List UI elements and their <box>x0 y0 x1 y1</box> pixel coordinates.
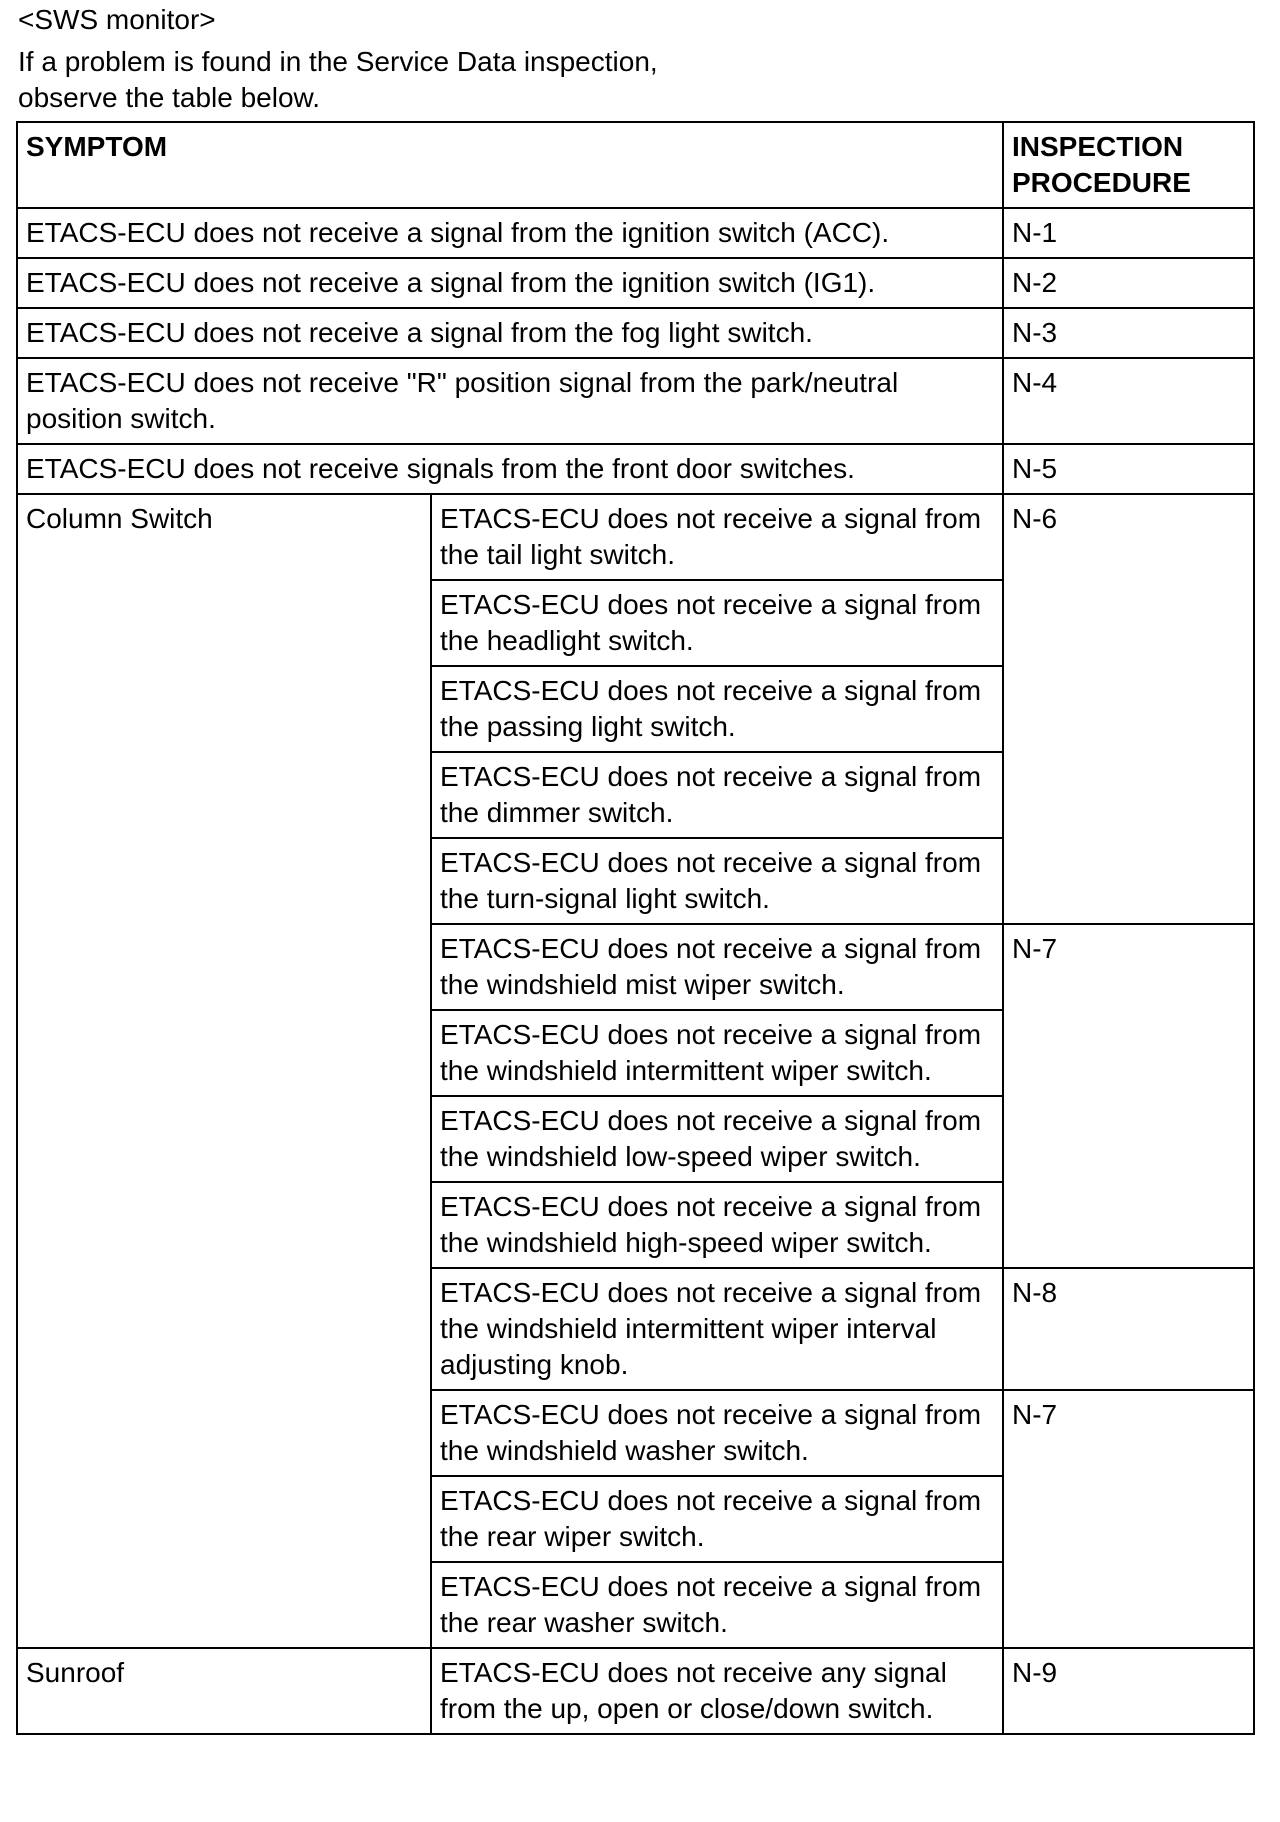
table-row <box>17 258 1254 308</box>
header-inspection-procedure <box>1003 122 1254 208</box>
table-row <box>17 208 1254 258</box>
header-procedure-line-1: INSPECTION <box>1012 131 1184 162</box>
symptom-cell: ETACS-ECU does not receive a signal from the turn-signal light switch. <box>431 838 1003 924</box>
table-row <box>17 308 1254 358</box>
table-header-row <box>17 122 1254 208</box>
symptom-cell: ETACS-ECU does not receive "R" position signal from the park/neutral position switch. <box>17 358 1003 444</box>
symptom-cell: ETACS-ECU does not receive a signal from the windshield intermittent wiper interval adjusting knob. <box>431 1268 1003 1390</box>
symptom-cell: ETACS-ECU does not receive a signal from the fog light switch. <box>17 308 1003 358</box>
page-heading: <SWS monitor> <box>18 4 216 35</box>
table-row <box>17 1648 1254 1734</box>
symptom-cell: ETACS-ECU does not receive a signal from the headlight switch. <box>431 580 1003 666</box>
intro-line-2: observe the table below. <box>18 82 320 113</box>
header-symptom: SYMPTOM <box>17 122 1003 208</box>
procedure-cell: N-5 <box>1003 444 1254 494</box>
procedure-cell: N-7 <box>1003 1390 1254 1648</box>
symptom-cell: ETACS-ECU does not receive signals from the front door switches. <box>17 444 1003 494</box>
symptom-cell: ETACS-ECU does not receive a signal from the windshield washer switch. <box>431 1390 1003 1476</box>
procedure-cell: N-7 <box>1003 924 1254 1268</box>
intro-text <box>18 44 658 116</box>
symptom-table <box>16 121 1255 1735</box>
column-switch-label: Column Switch <box>17 494 431 1648</box>
symptom-cell: ETACS-ECU does not receive a signal from the windshield high-speed wiper switch. <box>431 1182 1003 1268</box>
symptom-cell: ETACS-ECU does not receive a signal from the rear wiper switch. <box>431 1476 1003 1562</box>
header-procedure-line-2: PROCEDURE <box>1012 167 1191 198</box>
procedure-cell: N-6 <box>1003 494 1254 924</box>
symptom-cell: ETACS-ECU does not receive a signal from the dimmer switch. <box>431 752 1003 838</box>
symptom-cell: ETACS-ECU does not receive a signal from the ignition switch (IG1). <box>17 258 1003 308</box>
procedure-cell: N-8 <box>1003 1268 1254 1390</box>
sunroof-label: Sunroof <box>17 1648 431 1734</box>
procedure-cell: N-3 <box>1003 308 1254 358</box>
symptom-cell: ETACS-ECU does not receive a signal from the passing light switch. <box>431 666 1003 752</box>
procedure-cell: N-1 <box>1003 208 1254 258</box>
procedure-cell: N-4 <box>1003 358 1254 444</box>
table-row <box>17 494 1254 580</box>
symptom-cell: ETACS-ECU does not receive a signal from the ignition switch (ACC). <box>17 208 1003 258</box>
symptom-cell: ETACS-ECU does not receive a signal from the windshield mist wiper switch. <box>431 924 1003 1010</box>
table-row <box>17 444 1254 494</box>
symptom-cell: ETACS-ECU does not receive a signal from the rear washer switch. <box>431 1562 1003 1648</box>
symptom-cell: ETACS-ECU does not receive a signal from the windshield intermittent wiper switch. <box>431 1010 1003 1096</box>
intro-line-1: If a problem is found in the Service Data inspection, <box>18 46 658 77</box>
symptom-cell: ETACS-ECU does not receive a signal from the windshield low-speed wiper switch. <box>431 1096 1003 1182</box>
symptom-cell: ETACS-ECU does not receive any signal from the up, open or close/down switch. <box>431 1648 1003 1734</box>
procedure-cell: N-9 <box>1003 1648 1254 1734</box>
symptom-cell: ETACS-ECU does not receive a signal from the tail light switch. <box>431 494 1003 580</box>
table-row <box>17 358 1254 444</box>
procedure-cell: N-2 <box>1003 258 1254 308</box>
